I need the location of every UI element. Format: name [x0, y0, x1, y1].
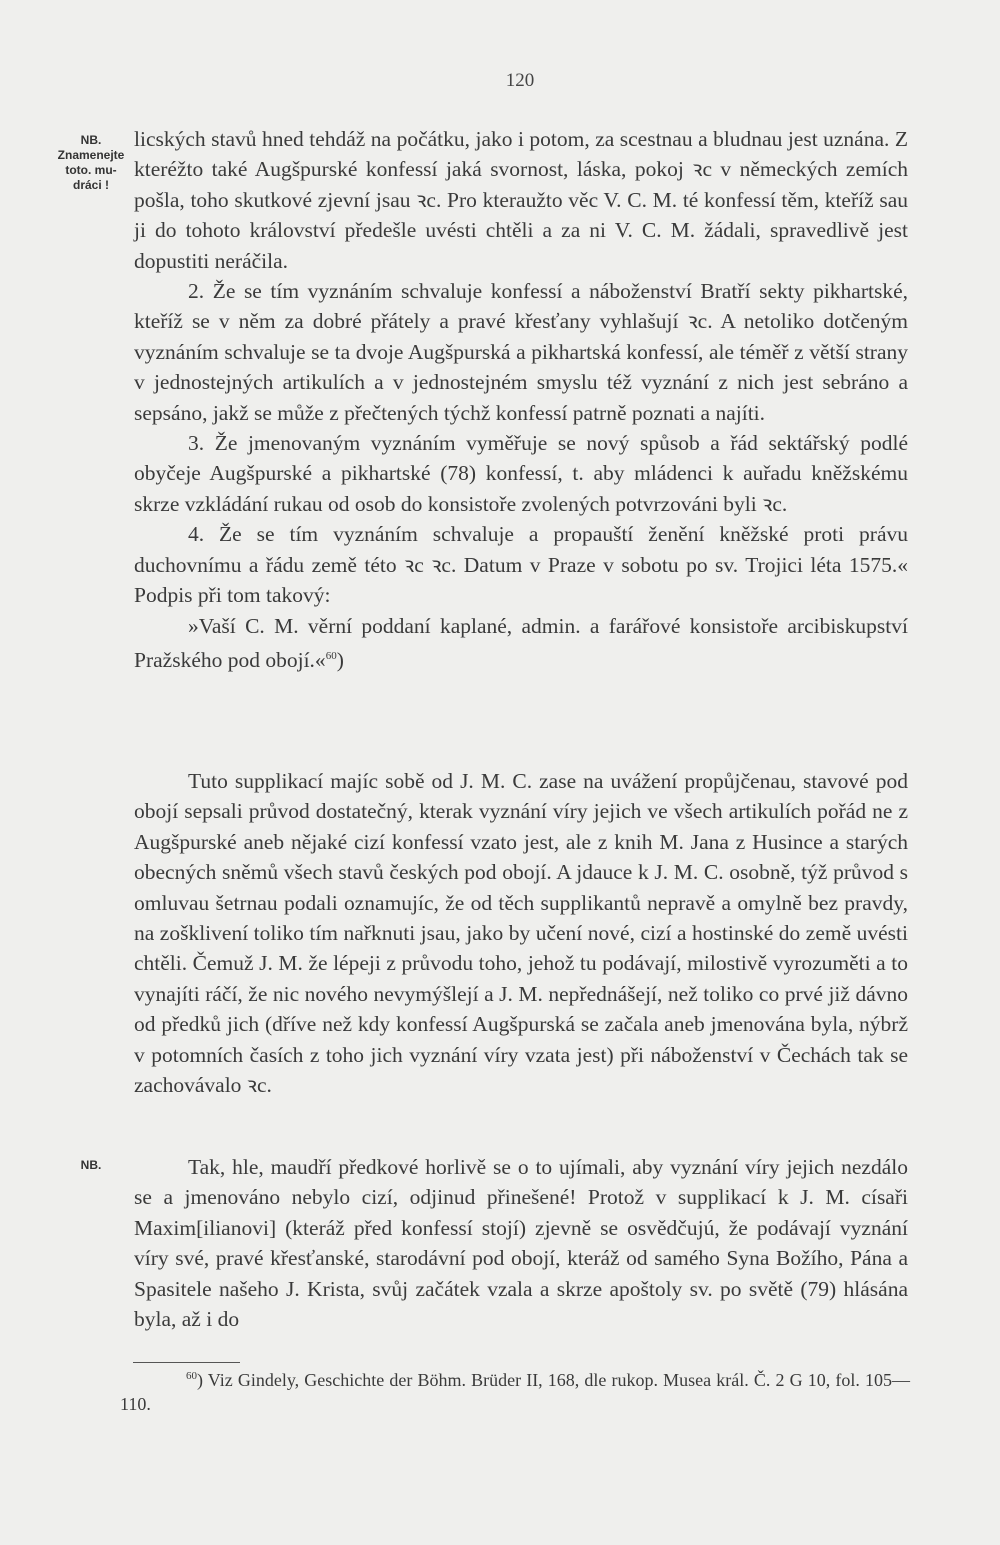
paragraph-2: 2. Že se tím vyznáním schvaluje konfessí a náboženství Bratří sekty pikhartské, kteříž se v něm za dobré přátely a pravé křesťany vyhlašují ꝛc. A netoliko dotčeným vyznáním schvaluje se ta dvoje Augšpurská a pikhartská konfessí, ale téměř z větší strany v jednostejných artikulích a v jednostejném smyslu též vyznání z nich jest sebráno a sepsáno, jakž se může z přečtených týchž konfessí patrně poznati a najíti.: [134, 279, 908, 425]
paragraph-4: 4. Že se tím vyznáním schvaluje a propauští ženění kněžské proti právu duchovnímu a řádu země této ꝛc ꝛc. Datum v Praze v sobotu po sv. Trojici léta 1575.« Podpis při tom takový:: [134, 522, 908, 608]
margin-note-nb-second: [54, 1158, 128, 1173]
margin-note-line: toto. mu-: [65, 163, 117, 177]
paragraph-6: Tuto supplikací majíc sobě od J. M. C. zase na uvážení propůjčenau, stavové pod obojí sepsali průvod dostatečný, kterak vyznání víry jejich ve všech artikulích pořád ne z Augšpurské aneb nějaké cizí konfessí vzato jest, ale z knih M. Jana z Husince a starých obecných sněmů všech stavů českých pod obojí. A jdauce k J. M. C. osobně, týž průvod s omluvau šetrnau podali oznamujíc, že od těch supplikantů nepravě a omylně bez pravdy, na zošklivení toliko tím nařknuti jsau, jako by učení nové, cizí a hostinské do země uvésti chtěli. Čemuž J. M. že lépeji z průvodu toho, jehož tu podávají, milostivě vyrozuměti a to vynajíti ráčí, že nic nového nevymýšlejí a J. M. nepřednášejí, než toliko co prvé již dávno od předků jich (dříve než kdy konfessí Augšpurská se začala aneb jmenována byla, nýbrž v potomních časích z toho jich vyznání víry vzata jest) při náboženství v Čechách tak se zachovávalo ꝛc.: [134, 769, 908, 1098]
paragraph-5-signature: [134, 611, 908, 676]
main-text-last: [134, 1152, 908, 1334]
margin-note-line: Znamenejte: [57, 148, 125, 162]
margin-note-line: dráci !: [72, 178, 109, 192]
margin-note-nb-znamenejte: [54, 133, 128, 193]
footnote-marker: 60: [186, 1370, 197, 1382]
main-text-lower: [134, 766, 908, 1100]
footnote-reference: 60: [325, 649, 337, 662]
footnote-text: ) Viz Gindely, Geschichte der Böhm. Brüder II, 168, dle rukop. Musea král. Č. 2 G 10, fol. 105—110.: [120, 1370, 910, 1414]
margin-note-nb-label: NB.: [80, 133, 102, 147]
main-text-upper: [134, 124, 908, 675]
signature-text: »Vaší C. M. věrní poddaní kaplané, admin. a farářové konsistoře arcibiskupství Pražského pod obojí.«: [134, 613, 908, 673]
footnote-reference-close: ): [336, 648, 344, 673]
paragraph-7: Tak, hle, maudří předkové horlivě se o to ujímali, aby vyznání víry jejich nezdálo se a jmenováno nebylo cizí, odjinud přinešené! Protož v supplikací k J. M. císaři Maxim[ilianovi] (kteráž před konfessí stojí) zjevně se osvědčujú, že podávají vyznání víry své, pravé křesťanské, starodávní pod obojí, kteráž od samého Syna Božího, Pána a Spasitele našeho J. Krista, svůj začátek vzala a skrze apoštoly sv. po světě (79) hlásána byla, až i do: [134, 1155, 908, 1332]
page-number: 120: [505, 70, 535, 91]
footnote: [120, 1364, 910, 1416]
paragraph-3: 3. Že jmenovaným vyznáním vyměřuje se nový spůsob a řád sektářský podlé obyčeje Augšpurské a pikhartské (78) konfessí, t. aby mládenci k auřadu kněžskému skrze vzkládání rukau od osob do konsistoře zvolených potvrzováni byli ꝛc.: [134, 431, 908, 516]
footnote-separator: [133, 1362, 240, 1363]
margin-note-nb-label: NB.: [80, 1158, 102, 1172]
paragraph-1: licských stavů hned tehdáž na počátku, jako i potom, za scestnau a bludnau jest uznána. Z kteréžto také Augšpurské konfessí jaká svornost, láska, pokoj ꝛc v německých zemích pošla, toho skutkové zjevní jsau ꝛc. Pro kteraužto věc V. C. M. té konfessí těm, kteříž sau ji do tohoto království předešle uvésti chtěli a za ni V. C. M. žádali, spravedlivě jest dopustiti neráčila.: [134, 127, 908, 273]
